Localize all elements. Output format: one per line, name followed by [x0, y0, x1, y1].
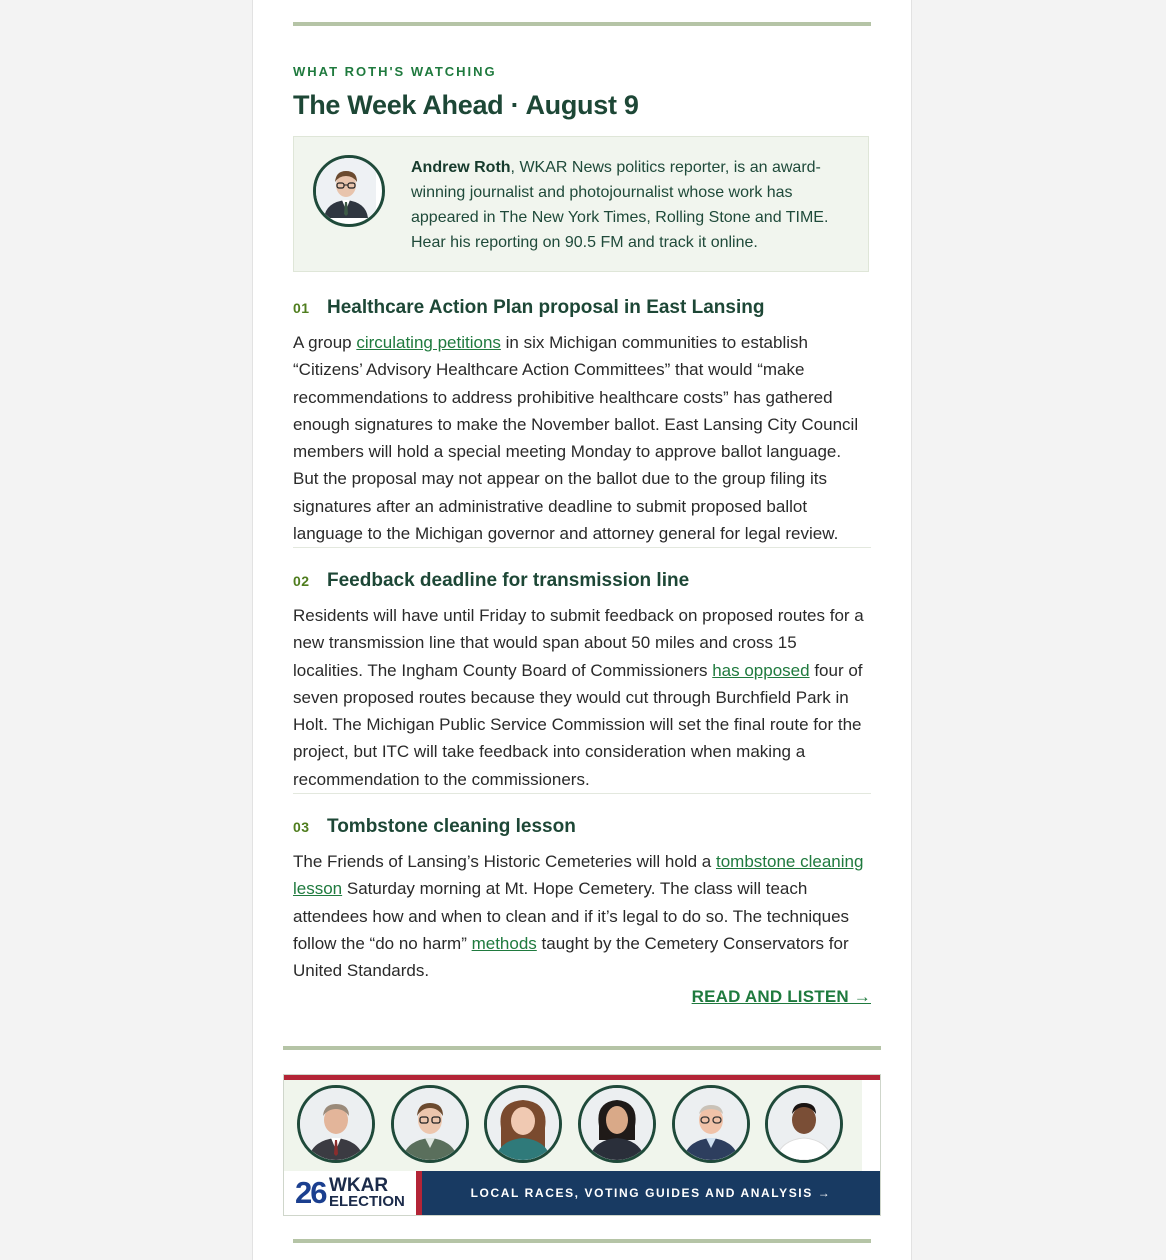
story-text: Residents will have until Friday to submit feedback on proposed routes for a new transmission line that would span about 50 miles and cross 15 localities. The Ingham County Board of Commissioners: [293, 606, 864, 680]
story-item: [293, 297, 871, 547]
story-item: [293, 570, 871, 793]
reporter-avatar: [297, 1085, 375, 1163]
section-kicker: WHAT ROTH'S WATCHING: [293, 64, 497, 79]
story-text: Saturday morning at Mt. Hope Cemetery. The class will teach attendees how and when to clean and if it’s legal to do so. The techniques follow the “do no harm”: [293, 879, 850, 953]
story-title: Healthcare Action Plan proposal in East Lansing: [327, 297, 765, 318]
story-text: The Friends of Lansing’s Historic Cemeteries will hold a: [293, 852, 716, 871]
reporter-photos-strip: [284, 1080, 862, 1171]
author-bio-description: , WKAR News politics reporter, is an award-winning journalist and photojournalist whose work has appeared in The New York Times, Rolling Stone and TIME. Hear his reporting on 90.5 FM and track it online.: [411, 159, 829, 251]
reporter-avatar: [484, 1085, 562, 1163]
author-avatar: [313, 155, 385, 227]
bottom-rule: [293, 1239, 871, 1243]
methods-link[interactable]: methods: [471, 933, 537, 953]
logo-year: 26: [295, 1175, 326, 1210]
reporter-avatar: [672, 1085, 750, 1163]
newsletter-card: [252, 0, 912, 1260]
logo-election-text: ELECTION: [329, 1193, 405, 1210]
author-bio-text: [411, 155, 841, 255]
author-name: Andrew Roth: [411, 159, 511, 176]
story-text: four of seven proposed routes because they would cut through Burchfield Park in Holt. The Michigan Public Service Commission will set the final route for the project, but ITC will take feedback into consideration when making a recommendation to the commissioners.: [293, 660, 863, 789]
reporter-avatar: [578, 1085, 656, 1163]
story-number: 02: [293, 573, 310, 589]
tombstone-cleaning-lesson-link[interactable]: tombstone cleaning lesson: [293, 852, 864, 899]
wkar-election-logo: [284, 1171, 416, 1215]
author-bio-box: [293, 136, 869, 272]
story-text: in six Michigan communities to establish “Citizens’ Advisory Healthcare Action Committees” that would “make recommendations to address prohibitive healthcare costs” has gathered enough signatures to make the November ballot. East Lansing City Council members will hold a special meeting Monday to approve ballot language. But the proposal may not appear on the ballot due to the group filing its signatures after an administrative deadline to submit proposed ballot language to the Michigan governor and attorney general for legal review.: [293, 333, 859, 544]
top-rule: [293, 22, 871, 26]
election-banner[interactable]: [283, 1074, 881, 1216]
story-text: taught by the Cemetery Conservators for United Standards.: [293, 933, 849, 981]
reporter-avatar: [765, 1085, 843, 1163]
story-divider: [293, 547, 871, 548]
reporter-avatar: [391, 1085, 469, 1163]
mid-rule: [283, 1046, 881, 1050]
story-body: [293, 848, 871, 984]
has-opposed-link[interactable]: has opposed: [712, 660, 810, 680]
story-divider: [293, 793, 871, 794]
section-title: The Week Ahead · August 9: [293, 90, 639, 120]
story-number: 03: [293, 819, 310, 835]
story-body: [293, 329, 871, 547]
logo-wkar-text: WKAR: [329, 1175, 389, 1196]
story-text: A group: [293, 333, 357, 352]
story-body: [293, 602, 871, 793]
circulating-petitions-link[interactable]: circulating petitions: [356, 333, 501, 352]
election-cta-button[interactable]: LOCAL RACES, VOTING GUIDES AND ANALYSIS →: [422, 1171, 880, 1215]
read-and-listen-link[interactable]: READ AND LISTEN →: [691, 987, 871, 1006]
story-item: [293, 816, 871, 984]
story-title: Feedback deadline for transmission line: [327, 570, 690, 591]
story-title: Tombstone cleaning lesson: [327, 816, 576, 837]
story-number: 01: [293, 300, 310, 316]
